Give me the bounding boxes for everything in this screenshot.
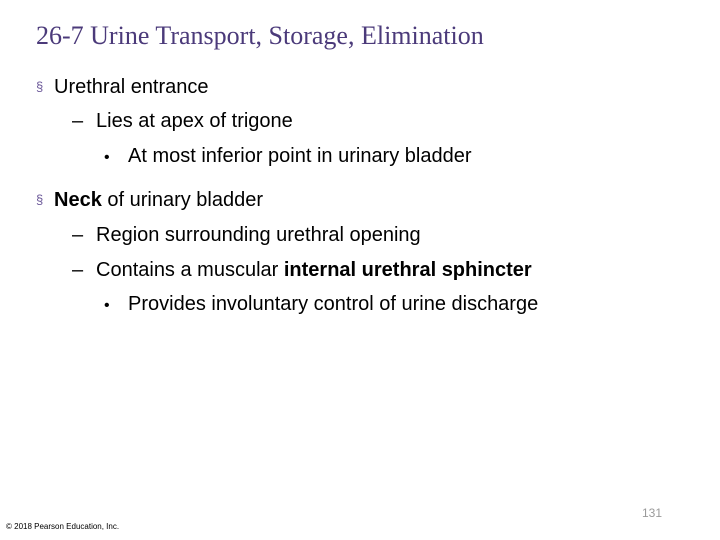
bullet-text: Urethral entrance <box>54 76 209 98</box>
bullet-text: of urinary bladder <box>101 189 264 211</box>
sub-bullet-region-surrounding <box>72 222 421 248</box>
bullet-text: At most inferior point in urinary bladder <box>128 145 472 167</box>
bullet-bold-term: Neck <box>54 189 102 211</box>
sub-sub-bullet-inferior-point <box>104 143 472 171</box>
bullet-text: Provides involuntary control of urine discharge <box>128 293 539 315</box>
bullet-bold-term: internal urethral sphincter <box>283 259 532 281</box>
sub-sub-bullet-involuntary-control <box>104 291 538 319</box>
slide-title: 26-7 Urine Transport, Storage, Elimination <box>36 21 484 50</box>
bullet-neck-of-bladder <box>36 187 263 213</box>
dot-bullet-icon: • <box>104 297 110 314</box>
dot-bullet-icon: • <box>104 149 110 166</box>
dash-bullet-icon: – <box>72 224 84 246</box>
copyright-notice: © 2018 Pearson Education, Inc. <box>6 522 120 531</box>
dash-bullet-icon: – <box>72 110 84 132</box>
sub-bullet-apex-trigone <box>72 108 293 134</box>
dash-bullet-icon: – <box>72 259 84 281</box>
bullet-text: Lies at apex of trigone <box>96 110 293 132</box>
square-bullet-icon: § <box>36 192 44 207</box>
page-number: 131 <box>641 506 662 520</box>
bullet-text: Contains a muscular <box>96 259 284 281</box>
square-bullet-icon: § <box>36 79 44 94</box>
bullet-text: Region surrounding urethral opening <box>96 224 421 246</box>
bullet-urethral-entrance <box>36 74 209 100</box>
sub-bullet-contains-sphincter <box>72 257 532 283</box>
